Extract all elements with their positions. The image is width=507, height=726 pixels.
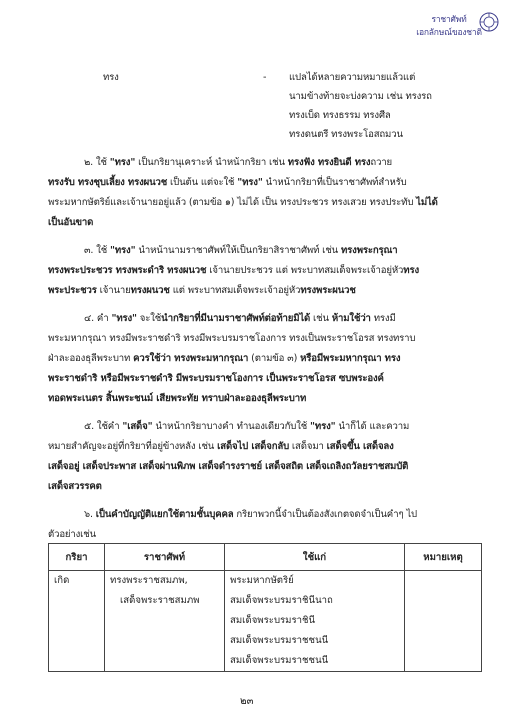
column-header: กริยา xyxy=(49,544,105,571)
royal-vocabulary-table xyxy=(48,543,482,672)
bold-text-run: ทรงรับ ทรงชุบเลี้ยง ทรงผนวช xyxy=(48,177,168,188)
cell-line: สมเด็จพระบรมราชินีนาถ xyxy=(230,595,333,606)
paragraph-line xyxy=(48,373,384,385)
cell-line: สมเด็จพระบรมราชชนนี xyxy=(230,635,329,646)
text-run: นำหน้านามราชาศัพท์ให้เป็นกริยาสิราชาศัพท์ เช่น xyxy=(135,245,341,256)
cell-line: สมเด็จพระบรมราชินี xyxy=(230,615,316,626)
paragraph-line xyxy=(84,157,392,169)
text-run: จะใช้ xyxy=(136,313,162,324)
paragraph-line xyxy=(48,177,407,189)
paragraph-line xyxy=(48,353,400,365)
paragraph-line xyxy=(48,481,102,493)
paragraph-line xyxy=(48,441,394,453)
bold-text-run: พระประชวร xyxy=(48,285,97,296)
cell-line: พระมหากษัตริย์ xyxy=(230,575,294,586)
text-run: ๕. ใช้คำ xyxy=(84,421,123,432)
bold-text-run: หรือมีพระมหากรุณา ทรง xyxy=(300,353,401,364)
bold-text-run: เสด็จขึ้น เสด็จลง xyxy=(326,441,394,452)
paragraph-line xyxy=(48,285,356,297)
item-dash: - xyxy=(263,72,267,83)
text-run: เจ้านายประชวร แต่ พระบาทสมเด็จพระเจ้าอยู่หัว xyxy=(206,265,404,276)
item-term: ทรง xyxy=(103,72,119,83)
text-run: ฝ่าละอองธุลีพระบาท xyxy=(48,353,134,364)
text-run: ๓. ใช้ xyxy=(84,245,111,256)
text-run: นำก็ได้ และความ xyxy=(335,421,410,432)
item-desc-line: นามข้างท้ายจะบ่งความ เช่น ทรงรถ xyxy=(289,91,432,102)
paragraph-line xyxy=(48,265,419,277)
paragraph-line xyxy=(84,421,409,433)
cell-line: สมเด็จพระบรมราชชนนี xyxy=(230,655,329,666)
bold-text-run: ทรงพระประชวร ทรงพระดำริ ทรงผนวช xyxy=(48,265,207,276)
bold-text-run: "ทรง" xyxy=(109,157,136,168)
paragraph-line xyxy=(48,333,415,345)
text-run: ๒. ใช้ xyxy=(84,157,110,168)
used-for-cell xyxy=(225,571,405,672)
bold-text-run: ไม่ได้ xyxy=(416,197,438,208)
bold-text-run: นำกริยาที่มีนามราชาศัพท์ต่อท้ายมิได้ xyxy=(161,313,311,324)
item-desc-line: ทรงเบ็ด ทรงธรรม ทรงศีล xyxy=(289,110,391,121)
bold-text-run: พระราชดำริ หรือมีพระราชดำริ มีพระบรมราชโองการ เป็นพระราชโอรส ซบพระองค์ xyxy=(48,373,384,384)
table-row xyxy=(49,571,482,672)
page-number: ๒๓ xyxy=(240,696,254,707)
bold-text-run: เสด็จสวรรคต xyxy=(48,481,102,492)
column-header: หมายเหตุ xyxy=(405,544,482,571)
paragraph-line xyxy=(48,197,438,209)
bold-text-run: ทรงผนวช xyxy=(130,285,170,296)
paragraph-line xyxy=(48,529,96,541)
emblem-icon xyxy=(478,11,500,33)
cell-line: ทรงพระราชสมภพ, xyxy=(110,575,188,586)
text-run: เจ้านาย xyxy=(96,285,131,296)
text-run: ถวาย xyxy=(370,157,393,168)
bold-text-run: ห้ามใช้ว่า xyxy=(331,313,371,324)
bold-text-run: ทอดพระเนตร สิ้นพระชนม์ เสียพระทัย ทราบฝ่าละอองธุลีพระบาท xyxy=(48,393,307,404)
text-run: ๖. xyxy=(84,509,96,520)
column-header: ใช้แก่ xyxy=(225,544,405,571)
paragraph-line xyxy=(84,245,398,257)
text-run: นำหน้ากริยาบางคำ ทำนองเดียวกับใช้ xyxy=(152,421,311,432)
cell-line: เกิด xyxy=(54,575,70,586)
text-run: นำหน้ากริยาที่เป็นราชาศัพท์สำหรับ xyxy=(262,177,407,188)
paragraph-line xyxy=(48,393,306,405)
text-run: หมายสำคัญจะอยู่ที่กริยาที่อยู่ข้างหลัง เช่น xyxy=(48,441,218,452)
royal-term-cell xyxy=(105,571,225,672)
item-desc-line: ทรงดนตรี ทรงพระโอสถมวน xyxy=(289,129,403,140)
text-run: พระมหากษัตริย์และเจ้านายอยู่แล้ว (ตามข้อ ๑) ไม่ได้ เป็น ทรงประชวร ทรงเสวย ทรงประทับ xyxy=(48,197,417,208)
note-cell xyxy=(405,571,482,672)
text-run: กริยาพวกนี้จำเป็นต้องสังเกตจดจำเป็นคำๆ ไป xyxy=(233,509,417,520)
verb-cell xyxy=(49,571,105,672)
bold-text-run: ทรงพระกรุณา xyxy=(340,245,398,256)
bold-text-run: "ทรง" xyxy=(110,245,136,256)
cell-line xyxy=(410,571,476,591)
bold-text-run: "ทรง" xyxy=(310,421,336,432)
paragraph-line xyxy=(48,461,408,473)
text-run: ๔. คำ xyxy=(84,313,112,324)
text-run: เช่น xyxy=(310,313,332,324)
paragraph-line xyxy=(48,217,93,229)
bold-text-run: เสด็จอยู่ เสด็จประพาส เสด็จผ่านพิภพ เสด็จดำรงราชย์ เสด็จสถิต เสด็จเถลิงถวัลยราชสมบัติ xyxy=(48,461,409,472)
header-title: ราชาศัพท์ xyxy=(431,15,467,25)
item-desc-line: แปลได้หลายความหมายแล้วแต่ xyxy=(289,72,416,83)
header-subtitle: เอกลักษณ์ของชาติ xyxy=(416,28,482,38)
bold-text-run: "ทรง" xyxy=(237,177,263,188)
bold-text-run: ทรงพระผนวช xyxy=(300,285,356,296)
text-run: แต่ พระบาทสมเด็จพระเจ้าอยู่หัว xyxy=(169,285,301,296)
text-run: เป็นกริยานุเคราะห์ นำหน้ากริยา เช่น xyxy=(135,157,288,168)
column-header: ราชาศัพท์ xyxy=(105,544,225,571)
bold-text-run: เป็นคำบัญญัติแยกใช้ตามชั้นบุคคล xyxy=(95,509,234,520)
text-run: ทรงมี xyxy=(370,313,396,324)
bold-text-run: "เสด็จ" xyxy=(122,421,153,432)
paragraph-line xyxy=(84,509,417,521)
bold-text-run: ทรงฟัง ทรงยินดี ทรง xyxy=(287,157,371,168)
text-run: เป็นต้น แต่จะใช้ xyxy=(167,177,238,188)
bold-text-run: เป็นอันขาด xyxy=(48,217,94,228)
bold-text-run: ทรง xyxy=(403,265,420,276)
table-header-row xyxy=(49,544,482,571)
cell-line: เสด็จพระราชสมภพ xyxy=(120,595,200,606)
paragraph-line xyxy=(84,313,396,325)
text-run: ตัวอย่างเช่น xyxy=(48,529,97,540)
bold-text-run: "ทรง" xyxy=(111,313,137,324)
bold-text-run: ควรใช้ว่า ทรงพระมหากรุณา xyxy=(133,353,249,364)
text-run: เสด็จมา xyxy=(289,441,327,452)
text-run: (ตามข้อ ๓) xyxy=(248,353,301,364)
text-run: พระมหากรุณา ทรงมีพระราชดำริ ทรงมีพระบรมราชโองการ ทรงเป็นพระราชโอรส ทรงทราบ xyxy=(48,333,416,344)
bold-text-run: เสด็จไป เสด็จกลับ xyxy=(217,441,290,452)
